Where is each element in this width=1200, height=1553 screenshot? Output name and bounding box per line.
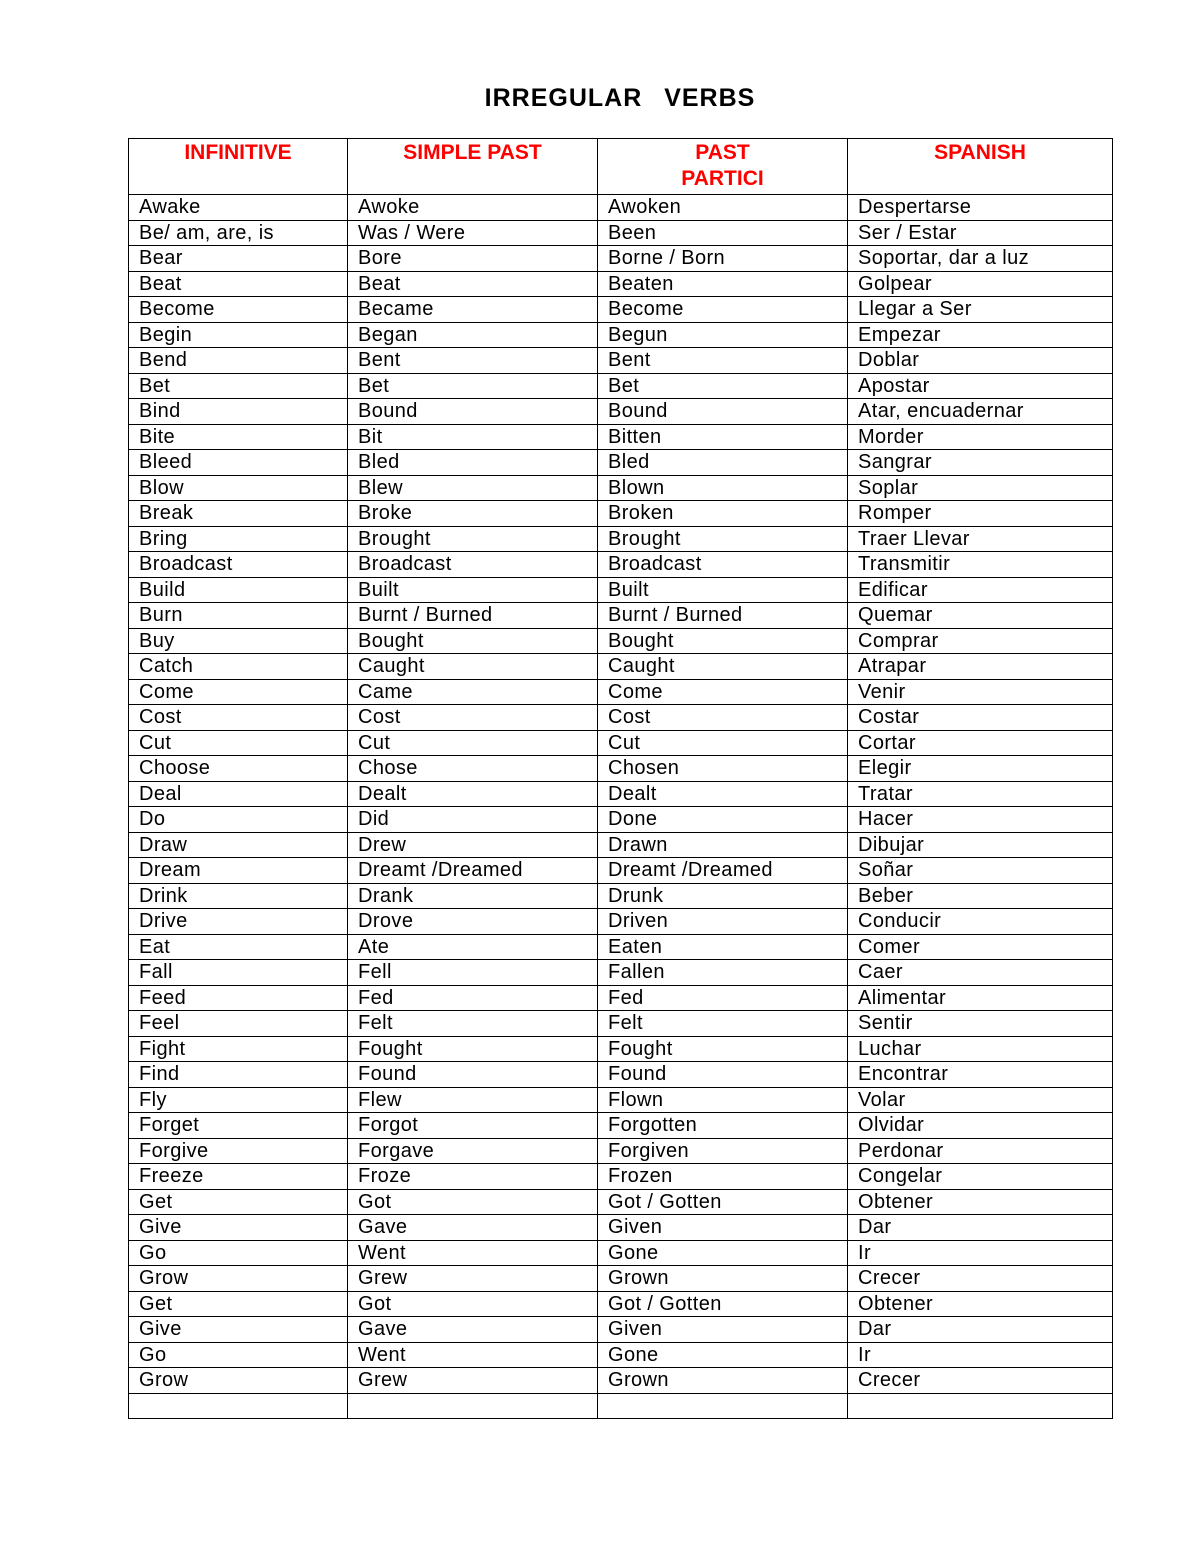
simple-past-cell: Bet [348,373,598,399]
past-participle-cell: Drawn [598,832,848,858]
table-row [129,934,1113,960]
spanish-cell: Quemar [848,603,1113,629]
infinitive-cell: Give [129,1317,348,1343]
spanish-cell: Dibujar [848,832,1113,858]
spanish-cell: Atar, encuadernar [848,399,1113,425]
simple-past-cell: Beat [348,271,598,297]
infinitive-cell: Give [129,1215,348,1241]
table-row [129,1240,1113,1266]
table-row [129,1087,1113,1113]
table-row [129,475,1113,501]
table-row [129,1036,1113,1062]
past-participle-cell: Dealt [598,781,848,807]
table-row [129,297,1113,323]
infinitive-cell: Fight [129,1036,348,1062]
spanish-cell: Elegir [848,756,1113,782]
past-participle-cell: Frozen [598,1164,848,1190]
simple-past-cell: Fed [348,985,598,1011]
spanish-cell: Ir [848,1240,1113,1266]
infinitive-cell: Go [129,1342,348,1368]
table-row [129,781,1113,807]
infinitive-cell: Fly [129,1087,348,1113]
table-row [129,1342,1113,1368]
infinitive-cell: Blow [129,475,348,501]
spanish-cell: Golpear [848,271,1113,297]
past-participle-cell: Gone [598,1240,848,1266]
infinitive-cell: Begin [129,322,348,348]
table-row [129,577,1113,603]
past-participle-cell: Become [598,297,848,323]
simple-past-cell: Awoke [348,195,598,221]
past-participle-cell: Fought [598,1036,848,1062]
table-row [129,909,1113,935]
simple-past-cell: Fought [348,1036,598,1062]
infinitive-cell: Beat [129,271,348,297]
past-participle-cell: Built [598,577,848,603]
infinitive-cell: Drive [129,909,348,935]
table-row [129,1368,1113,1394]
spanish-cell: Alimentar [848,985,1113,1011]
header-past-participle-line1: PAST [695,141,750,164]
table-row [129,1164,1113,1190]
spanish-cell: Costar [848,705,1113,731]
spanish-cell: Perdonar [848,1138,1113,1164]
simple-past-cell: Burnt / Burned [348,603,598,629]
simple-past-cell: Bore [348,246,598,272]
simple-past-cell: Cost [348,705,598,731]
simple-past-cell: Caught [348,654,598,680]
past-participle-cell: Chosen [598,756,848,782]
infinitive-cell: Bind [129,399,348,425]
infinitive-cell: Catch [129,654,348,680]
table-row [129,1138,1113,1164]
table-row [129,373,1113,399]
spanish-cell: Soplar [848,475,1113,501]
past-participle-cell: Found [598,1062,848,1088]
table-header [129,139,1113,195]
simple-past-cell: Ate [348,934,598,960]
spanish-cell: Crecer [848,1368,1113,1394]
infinitive-cell: Feed [129,985,348,1011]
infinitive-cell: Bet [129,373,348,399]
spanish-cell: Ser / Estar [848,220,1113,246]
simple-past-cell: Broke [348,501,598,527]
infinitive-cell: Burn [129,603,348,629]
header-past-participle-line2: PARTICI [681,167,764,190]
infinitive-cell: Forget [129,1113,348,1139]
spanish-cell: Transmitir [848,552,1113,578]
table-row [129,1189,1113,1215]
past-participle-cell: Eaten [598,934,848,960]
simple-past-cell: Gave [348,1317,598,1343]
spanish-cell: Dar [848,1317,1113,1343]
header-row [129,139,1113,195]
simple-past-cell [348,1393,598,1418]
table-row [129,705,1113,731]
simple-past-cell: Dealt [348,781,598,807]
page-title: IRREGULAR VERBS [484,84,756,112]
spanish-cell: Comprar [848,628,1113,654]
spanish-cell: Atrapar [848,654,1113,680]
past-participle-cell: Come [598,679,848,705]
infinitive-cell: Get [129,1291,348,1317]
infinitive-cell: Bear [129,246,348,272]
past-participle-cell: Gone [598,1342,848,1368]
infinitive-cell: Bring [129,526,348,552]
past-participle-cell: Brought [598,526,848,552]
table-row [129,450,1113,476]
table-row [129,1393,1113,1418]
simple-past-cell: Was / Were [348,220,598,246]
spanish-cell: Encontrar [848,1062,1113,1088]
table-row [129,424,1113,450]
past-participle-cell: Grown [598,1368,848,1394]
simple-past-cell: Went [348,1240,598,1266]
simple-past-cell: Became [348,297,598,323]
infinitive-cell: Feel [129,1011,348,1037]
past-participle-cell: Fed [598,985,848,1011]
spanish-cell: Doblar [848,348,1113,374]
past-participle-cell: Blown [598,475,848,501]
infinitive-cell: Grow [129,1266,348,1292]
spanish-cell: Beber [848,883,1113,909]
past-participle-cell: Done [598,807,848,833]
past-participle-cell: Been [598,220,848,246]
table-row [129,271,1113,297]
infinitive-cell: Forgive [129,1138,348,1164]
simple-past-cell: Bled [348,450,598,476]
infinitive-cell: Do [129,807,348,833]
infinitive-cell: Drink [129,883,348,909]
infinitive-cell: Bleed [129,450,348,476]
spanish-cell: Venir [848,679,1113,705]
infinitive-cell: Bend [129,348,348,374]
spanish-cell: Olvidar [848,1113,1113,1139]
simple-past-cell: Drove [348,909,598,935]
past-participle-cell: Awoken [598,195,848,221]
past-participle-cell: Flown [598,1087,848,1113]
spanish-cell: Sentir [848,1011,1113,1037]
simple-past-cell: Bound [348,399,598,425]
past-participle-cell: Grown [598,1266,848,1292]
table-row [129,220,1113,246]
spanish-cell: Despertarse [848,195,1113,221]
table-row [129,960,1113,986]
simple-past-cell: Went [348,1342,598,1368]
spanish-cell: Congelar [848,1164,1113,1190]
infinitive-cell: Become [129,297,348,323]
simple-past-cell: Flew [348,1087,598,1113]
spanish-cell: Conducir [848,909,1113,935]
spanish-cell: Volar [848,1087,1113,1113]
infinitive-cell: Go [129,1240,348,1266]
spanish-cell: Apostar [848,373,1113,399]
infinitive-cell: Find [129,1062,348,1088]
spanish-cell: Luchar [848,1036,1113,1062]
infinitive-cell: Grow [129,1368,348,1394]
past-participle-cell: Bent [598,348,848,374]
spanish-cell: Llegar a Ser [848,297,1113,323]
infinitive-cell: Dream [129,858,348,884]
past-participle-cell: Forgiven [598,1138,848,1164]
simple-past-cell: Found [348,1062,598,1088]
spanish-cell: Empezar [848,322,1113,348]
past-participle-cell: Cut [598,730,848,756]
simple-past-cell: Brought [348,526,598,552]
infinitive-cell: Come [129,679,348,705]
simple-past-cell: Drew [348,832,598,858]
table-row [129,501,1113,527]
table-row [129,195,1113,221]
simple-past-cell: Began [348,322,598,348]
past-participle-cell: Beaten [598,271,848,297]
simple-past-cell: Blew [348,475,598,501]
table-row [129,603,1113,629]
spanish-cell: Morder [848,424,1113,450]
spanish-cell: Edificar [848,577,1113,603]
table-row [129,858,1113,884]
spanish-cell: Traer Llevar [848,526,1113,552]
past-participle-cell: Felt [598,1011,848,1037]
simple-past-cell: Felt [348,1011,598,1037]
past-participle-cell: Bled [598,450,848,476]
table-row [129,679,1113,705]
table-row [129,756,1113,782]
spanish-cell: Cortar [848,730,1113,756]
spanish-cell: Romper [848,501,1113,527]
past-participle-cell: Burnt / Burned [598,603,848,629]
past-participle-cell: Dreamt /Dreamed [598,858,848,884]
past-participle-cell: Begun [598,322,848,348]
table-row [129,526,1113,552]
spanish-cell: Obtener [848,1189,1113,1215]
header-spanish: SPANISH [848,139,1113,195]
past-participle-cell: Forgotten [598,1113,848,1139]
table-row [129,883,1113,909]
simple-past-cell: Chose [348,756,598,782]
infinitive-cell: Be/ am, are, is [129,220,348,246]
past-participle-cell: Given [598,1215,848,1241]
infinitive-cell: Freeze [129,1164,348,1190]
simple-past-cell: Broadcast [348,552,598,578]
past-participle-cell: Broken [598,501,848,527]
past-participle-cell [598,1393,848,1418]
simple-past-cell: Grew [348,1368,598,1394]
spanish-cell: Crecer [848,1266,1113,1292]
table-row [129,1113,1113,1139]
infinitive-cell: Broadcast [129,552,348,578]
simple-past-cell: Bought [348,628,598,654]
table-row [129,730,1113,756]
infinitive-cell: Get [129,1189,348,1215]
simple-past-cell: Bit [348,424,598,450]
infinitive-cell: Deal [129,781,348,807]
simple-past-cell: Fell [348,960,598,986]
infinitive-cell: Break [129,501,348,527]
irregular-verbs-table [128,138,1113,1419]
simple-past-cell: Came [348,679,598,705]
table-row [129,1266,1113,1292]
past-participle-cell: Drunk [598,883,848,909]
infinitive-cell: Cut [129,730,348,756]
spanish-cell: Caer [848,960,1113,986]
simple-past-cell: Cut [348,730,598,756]
table-row [129,985,1113,1011]
spanish-cell: Dar [848,1215,1113,1241]
past-participle-cell: Broadcast [598,552,848,578]
infinitive-cell: Draw [129,832,348,858]
infinitive-cell: Fall [129,960,348,986]
past-participle-cell: Bitten [598,424,848,450]
simple-past-cell: Got [348,1189,598,1215]
past-participle-cell: Got / Gotten [598,1189,848,1215]
infinitive-cell: Build [129,577,348,603]
table-row [129,1291,1113,1317]
table-row [129,807,1113,833]
table-row [129,1011,1113,1037]
infinitive-cell [129,1393,348,1418]
spanish-cell: Comer [848,934,1113,960]
table-row [129,1215,1113,1241]
header-past-participle [598,139,848,195]
table-row [129,1062,1113,1088]
table-row [129,322,1113,348]
past-participle-cell: Bet [598,373,848,399]
simple-past-cell: Did [348,807,598,833]
simple-past-cell: Built [348,577,598,603]
table-body [129,195,1113,1419]
table-row [129,1317,1113,1343]
header-simple-past: SIMPLE PAST [348,139,598,195]
simple-past-cell: Bent [348,348,598,374]
past-participle-cell: Given [598,1317,848,1343]
table-row [129,348,1113,374]
spanish-cell: Soportar, dar a luz [848,246,1113,272]
past-participle-cell: Cost [598,705,848,731]
infinitive-cell: Bite [129,424,348,450]
past-participle-cell: Fallen [598,960,848,986]
past-participle-cell: Got / Gotten [598,1291,848,1317]
table-row [129,552,1113,578]
spanish-cell: Tratar [848,781,1113,807]
infinitive-cell: Choose [129,756,348,782]
past-participle-cell: Borne / Born [598,246,848,272]
past-participle-cell: Bought [598,628,848,654]
spanish-cell: Hacer [848,807,1113,833]
infinitive-cell: Eat [129,934,348,960]
spanish-cell: Soñar [848,858,1113,884]
table-row [129,654,1113,680]
past-participle-cell: Bound [598,399,848,425]
table-row [129,832,1113,858]
infinitive-cell: Buy [129,628,348,654]
spanish-cell: Ir [848,1342,1113,1368]
simple-past-cell: Drank [348,883,598,909]
table-row [129,628,1113,654]
table-row [129,399,1113,425]
spanish-cell: Sangrar [848,450,1113,476]
simple-past-cell: Gave [348,1215,598,1241]
header-infinitive: INFINITIVE [129,139,348,195]
simple-past-cell: Grew [348,1266,598,1292]
simple-past-cell: Forgot [348,1113,598,1139]
simple-past-cell: Forgave [348,1138,598,1164]
simple-past-cell: Got [348,1291,598,1317]
spanish-cell: Obtener [848,1291,1113,1317]
spanish-cell [848,1393,1113,1418]
past-participle-cell: Caught [598,654,848,680]
table-row [129,246,1113,272]
infinitive-cell: Awake [129,195,348,221]
infinitive-cell: Cost [129,705,348,731]
past-participle-cell: Driven [598,909,848,935]
simple-past-cell: Froze [348,1164,598,1190]
simple-past-cell: Dreamt /Dreamed [348,858,598,884]
